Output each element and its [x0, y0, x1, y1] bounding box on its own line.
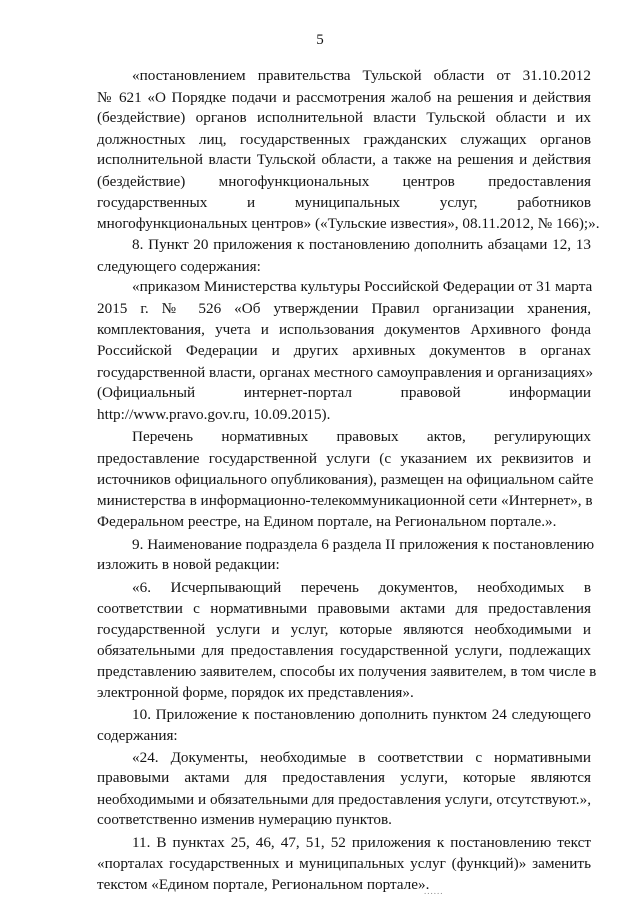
text-line: 11. В пунктах 25, 46, 47, 51, 52 приложения к постановлению текст — [132, 833, 591, 851]
text-line: соответствии с нормативными правовыми актами для предоставления — [97, 600, 591, 618]
text-line: «24. Документы, необходимые в соответствии с нормативными — [132, 748, 591, 766]
text-line: необходимыми и обязательными для предоставления услуги, отсутствуют.», — [97, 790, 591, 808]
text-line: «6. Исчерпывающий перечень документов, необходимых в — [132, 578, 591, 596]
text-line: комплектования, учета и использования документов Архивного фонда — [97, 320, 591, 338]
text-line: изложить в новой редакции: — [97, 556, 280, 574]
text-line: 8. Пункт 20 приложения к постановлению дополнить абзацами 12, 13 — [132, 236, 591, 254]
text-line: государственной власти, органах местного самоуправления и организациях» — [97, 363, 594, 381]
text-line: государственной услуги и услуг, которые являются необходимыми и — [97, 620, 591, 638]
text-line: (бездействие) органов исполнительной власти Тульской области и их — [97, 109, 591, 127]
text-line: исполнительной власти Тульской области, а также на решения и действия — [97, 151, 591, 169]
text-line: (бездействие) многофункциональных центров предоставления — [97, 172, 591, 190]
footer-mark: ...... — [424, 886, 444, 896]
text-line: «приказом Министерства культуры Российской Федерации от 31 марта — [132, 278, 593, 296]
text-line: представлению заявителем, способы их получения заявителем, в том числе в — [97, 662, 597, 680]
text-line: Федеральном реестре, на Едином портале, на Региональном портале.». — [97, 513, 557, 531]
text-line: соответственно изменив нумерацию пунктов. — [97, 811, 392, 829]
text-line: 10. Приложение к постановлению дополнить пунктом 24 следующего — [132, 705, 591, 723]
text-line: должностных лиц, государственных гражданских служащих органов — [97, 130, 591, 148]
text-line: текстом «Едином портале, Региональном портале». — [97, 876, 430, 893]
text-line: Российской Федерации и других архивных документов в органах — [97, 342, 591, 360]
page-number: 5 — [316, 32, 324, 48]
text-line: предоставление государственной услуги (с указанием их реквизитов и — [97, 449, 591, 467]
text-line: Перечень нормативных правовых актов, регулирующих — [132, 428, 591, 446]
text-line: государственных и муниципальных услуг, работников — [97, 194, 591, 212]
text-line: электронной форме, порядок их представления». — [97, 684, 414, 702]
text-line: содержания: — [97, 727, 178, 745]
text-line: следующего содержания: — [97, 257, 261, 275]
text-line: правовыми актами для предоставления услуги, которые являются — [97, 769, 591, 787]
text-line: «порталах государственных и муниципальных услуг (функций)» заменить — [97, 855, 591, 873]
text-line: 9. Наименование подраздела 6 раздела II приложения к постановлению — [132, 535, 595, 553]
text-line: многофункциональных центров» («Тульские известия», 08.11.2012, № 166);». — [97, 214, 600, 232]
text-line: (Официальный интернет-портал правовой информации — [97, 384, 591, 402]
text-line: министерства в информационно-телекоммуникационной сети «Интернет», в — [97, 491, 593, 509]
text-line: обязательными для предоставления государственной услуги, подлежащих — [97, 642, 591, 660]
text-line: 2015 г. № 526 «Об утверждении Правил организации хранения, — [97, 299, 591, 317]
text-line: http://www.pravo.gov.ru, 10.09.2015). — [97, 405, 331, 423]
text-line: «постановлением правительства Тульской области от 31.10.2012 — [132, 67, 591, 84]
text-line: источников официального опубликования), размещен на официальном сайте — [97, 471, 594, 489]
text-line: № 621 «О Порядке подачи и рассмотрения жалоб на решения и действия — [97, 88, 591, 106]
